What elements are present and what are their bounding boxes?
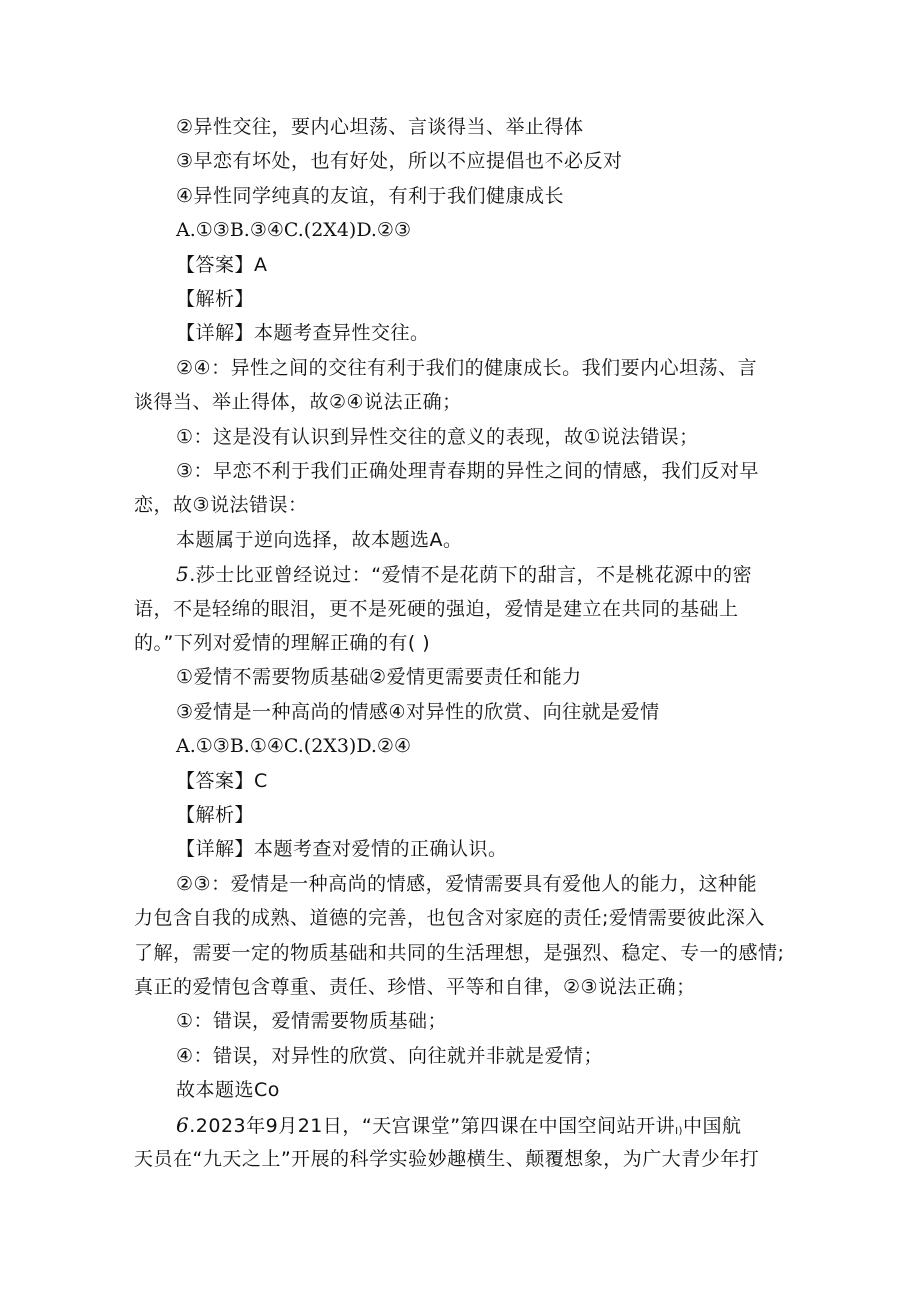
q6-stem-b: 天员在“九天之上”开展的科学实验妙趣横生、颠覆想象，为广大青少年打 (134, 1148, 760, 1170)
q4-explanation-1a: ②④：异性之间的交往有利于我们的健康成长。我们要内心坦荡、言 (176, 357, 758, 379)
q6-stem-a (176, 1112, 741, 1143)
q5-explanation-1c: 了解，需要一定的物质基础和共同的生活理想，是强烈、稳定、专一的感情; (134, 942, 785, 964)
q4-explanation-3a: ③：早恋不利于我们正确处理青春期的异性之间的情感，我们反对早 (176, 460, 760, 482)
q5-statements-3-4: ③爱情是一种高尚的情感④对异性的欣赏、向往就是爱情 (176, 701, 660, 723)
q5-explanation-1b: 力包含自我的成熟、道德的完善，也包含对家庭的责任;爱情需要彼此深入 (134, 907, 765, 929)
q5-stem-a-text: .莎士比亚曾经说过：“爱情不是花荫下的甜言，不是桃花源中的密 (189, 564, 753, 586)
q5-stem-c: 的。”下列对爱情的理解正确的有( ) (134, 632, 431, 654)
q5-explanation-1d: 真正的爱情包含尊重、责任、珍惜、平等和自律，②③说法正确； (134, 976, 696, 998)
q4-analysis-label: 【解析】 (176, 288, 255, 310)
q4-statement-2: ②异性交往，要内心坦荡、言谈得当、举止得体 (176, 116, 584, 138)
q4-options: A.①③B.③④C.(2X4)D.②③ (176, 219, 411, 241)
q4-explanation-1b: 谈得当、举止得体，故②④说法正确； (134, 391, 462, 413)
q4-explanation-2: ①：这是没有认识到异性交往的意义的表现，故①说法错误； (176, 426, 699, 448)
q4-answer: 【答案】A (176, 254, 268, 276)
q5-analysis-label: 【解析】 (176, 804, 255, 826)
q4-detail: 【详解】本题考查异性交往。 (176, 322, 430, 344)
q6-stem-a-text: .2023年9月21日，“天宫课堂”第四课在中国空间站开讲 (189, 1115, 676, 1137)
q5-detail: 【详解】本题考查对爱情的正确认识。 (176, 838, 508, 860)
q4-statement-3: ③早恋有坏处，也有好处，所以不应提倡也不必反对 (176, 150, 623, 172)
q4-statement-4: ④异性同学纯真的友谊，有利于我们健康成长 (176, 185, 565, 207)
q4-explanation-3b: 恋，故③说法错误： (134, 494, 308, 516)
q5-options: A.①③B.①④C.(2X3)D.②④ (176, 735, 411, 757)
q6-number: 6 (176, 1113, 190, 1137)
q6-stem-a-tail: 中国航 (682, 1115, 742, 1137)
q5-number: 5 (176, 562, 190, 586)
q5-answer: 【答案】C (176, 770, 268, 792)
q5-explanation-3: ④：错误，对异性的欣赏、向往就并非就是爱情； (176, 1045, 604, 1067)
q5-explanation-1a: ②③：爱情是一种高尚的情感，爱情需要具有爱他人的能力，这种能 (176, 873, 758, 895)
q4-conclusion: 本题属于逆向选择，故本题选A。 (176, 529, 463, 551)
q5-stem-a (176, 561, 752, 588)
q5-conclusion: 故本题选Co (176, 1079, 280, 1101)
q6-stem-mark: I) (675, 1126, 683, 1137)
q5-statements-1-2: ①爱情不需要物质基础②爱情更需要责任和能力 (176, 666, 582, 688)
q5-stem-b: 语，不是轻绵的眼泪，更不是死硬的强迫，爱情是建立在共同的基础上 (134, 598, 739, 620)
q5-explanation-2: ①：错误，爱情需要物质基础； (176, 1010, 448, 1032)
